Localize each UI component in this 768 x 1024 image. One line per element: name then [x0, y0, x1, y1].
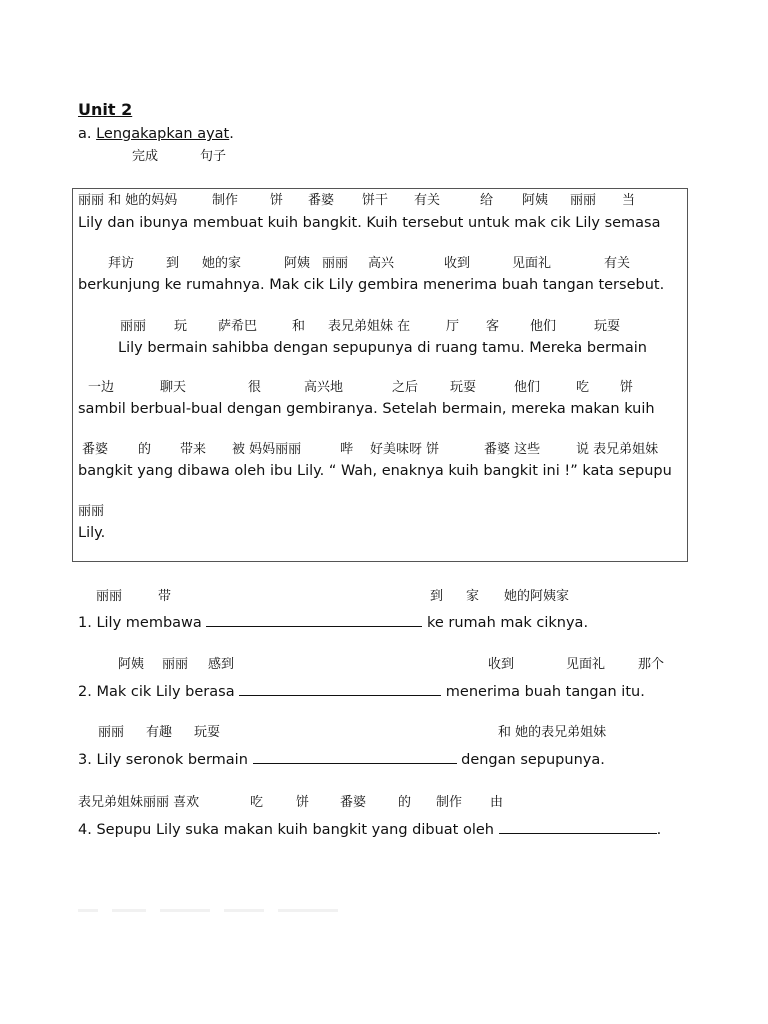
question-1: [78, 612, 588, 631]
passage-gloss: 制作: [212, 193, 239, 208]
passage-gloss: 哔: [340, 442, 354, 457]
passage-gloss: 之后: [392, 380, 419, 395]
passage-gloss: 聊天: [160, 380, 187, 395]
question-gloss: 她的阿姨家: [504, 589, 570, 604]
passage-gloss: 丽丽: [78, 504, 105, 519]
passage-gloss: 说 表兄弟姐妹: [576, 442, 659, 457]
question-text: .: [656, 822, 662, 838]
passage-gloss: 客: [486, 319, 500, 334]
passage-gloss: 他们: [530, 319, 557, 334]
question-gloss: 番婆: [340, 795, 367, 810]
answer-blank-4[interactable]: [499, 819, 657, 834]
question-gloss: 到: [430, 589, 444, 604]
passage-gloss: 阿姨: [522, 193, 549, 208]
instruction-suffix: .: [229, 126, 234, 142]
passage-gloss: 玩: [174, 319, 188, 334]
passage-gloss: 番婆 这些: [484, 442, 541, 457]
passage-gloss: 高兴地: [304, 380, 344, 395]
passage-sentence: sambil berbual-bual dengan gembiranya. Setelah bermain, mereka makan kuih: [78, 401, 655, 417]
question-gloss: 感到: [208, 657, 235, 672]
passage-gloss: 吃: [576, 380, 590, 395]
question-gloss: 饼: [296, 795, 310, 810]
answer-blank-2[interactable]: [239, 681, 441, 696]
question-gloss: 那个: [638, 657, 665, 672]
passage-gloss: 有关: [414, 193, 441, 208]
question-gloss: 丽丽: [98, 725, 125, 740]
unit-title: Unit 2: [78, 100, 133, 119]
passage-sentence: berkunjung ke rumahnya. Mak cik Lily gembira menerima buah tangan tersebut.: [78, 277, 665, 293]
question-gloss: 收到: [488, 657, 515, 672]
passage-gloss: 丽丽: [120, 319, 147, 334]
passage-gloss: 一边: [88, 380, 115, 395]
passage-sentence: Lily.: [78, 525, 106, 541]
passage-gloss: 丽丽: [322, 256, 349, 271]
passage-gloss: 有关: [604, 256, 631, 271]
passage-gloss: 她的家: [202, 256, 242, 271]
instruction-underlined: Lengakapkan ayat: [96, 126, 230, 142]
question-gloss: 和 她的表兄弟姐妹: [498, 725, 607, 740]
passage-gloss: 见面礼: [512, 256, 552, 271]
passage-gloss: 厅: [446, 319, 460, 334]
question-4: [78, 819, 661, 838]
passage-gloss: 丽丽 和 她的妈妈: [78, 193, 178, 208]
question-gloss: 带: [158, 589, 172, 604]
question-text: 1. Lily membawa: [78, 615, 207, 631]
passage-gloss: 玩耍: [450, 380, 477, 395]
question-2: [78, 681, 645, 700]
passage-gloss: 他们: [514, 380, 541, 395]
passage-gloss: 很: [248, 380, 262, 395]
passage-gloss: 和: [292, 319, 306, 334]
instruction-prefix: a.: [78, 126, 97, 142]
question-gloss: 家: [466, 589, 480, 604]
passage-gloss: 番婆: [308, 193, 335, 208]
answer-blank-1[interactable]: [206, 612, 422, 627]
passage-gloss: 的: [138, 442, 152, 457]
passage-sentence: Lily bermain sahibba dengan sepupunya di ruang tamu. Mereka bermain: [118, 340, 647, 356]
passage-gloss: 好美味呀 饼: [370, 442, 440, 457]
answer-blank-3[interactable]: [253, 749, 457, 764]
question-text: menerima buah tangan itu.: [441, 684, 645, 700]
passage-gloss: 到: [166, 256, 180, 271]
question-gloss: 由: [490, 795, 504, 810]
passage-gloss: 当: [622, 193, 636, 208]
question-gloss: 表兄弟姐妹丽丽 喜欢: [78, 795, 200, 810]
passage-gloss: 高兴: [368, 256, 395, 271]
passage-gloss: 收到: [444, 256, 471, 271]
instruction: [78, 127, 234, 142]
question-text: 4. Sepupu Lily suka makan kuih bangkit yang dibuat oleh: [78, 822, 499, 838]
passage-gloss: 番婆: [82, 442, 109, 457]
question-gloss: 见面礼: [566, 657, 606, 672]
passage-gloss: 饼: [270, 193, 284, 208]
passage-box: [72, 188, 688, 562]
passage-gloss: 玩耍: [594, 319, 621, 334]
passage-gloss: 萨希巴: [218, 319, 258, 334]
passage-gloss: 饼干: [362, 193, 389, 208]
passage-gloss: 饼: [620, 380, 634, 395]
passage-sentence: Lily dan ibunya membuat kuih bangkit. Kuih tersebut untuk mak cik Lily semasa: [78, 215, 661, 231]
question-gloss: 的: [398, 795, 412, 810]
question-text: 2. Mak cik Lily berasa: [78, 684, 240, 700]
passage-gloss: 丽丽: [570, 193, 597, 208]
question-gloss: 玩耍: [194, 725, 221, 740]
question-gloss: 丽丽: [96, 589, 123, 604]
passage-gloss: 表兄弟姐妹 在: [328, 319, 411, 334]
passage-gloss: 拜访: [108, 256, 135, 271]
passage-sentence: bangkit yang dibawa oleh ibu Lily. “ Wah, enaknya kuih bangkit ini !” kata sepupu: [78, 463, 672, 479]
question-gloss: 阿姨: [118, 657, 145, 672]
bleed-through-marks: [78, 900, 358, 908]
passage-gloss: 带来: [180, 442, 207, 457]
passage-gloss: 给: [480, 193, 494, 208]
question-text: ke rumah mak ciknya.: [422, 615, 589, 631]
question-text: 3. Lily seronok bermain: [78, 752, 253, 768]
instruction-cn-1: 句子: [200, 149, 227, 164]
question-text: dengan sepupunya.: [456, 752, 605, 768]
passage-gloss: 被 妈妈丽丽: [232, 442, 302, 457]
question-gloss: 吃: [250, 795, 264, 810]
instruction-cn-0: 完成: [132, 149, 159, 164]
question-gloss: 制作: [436, 795, 463, 810]
question-3: [78, 749, 605, 768]
question-gloss: 丽丽: [162, 657, 189, 672]
passage-gloss: 阿姨: [284, 256, 311, 271]
question-gloss: 有趣: [146, 725, 173, 740]
